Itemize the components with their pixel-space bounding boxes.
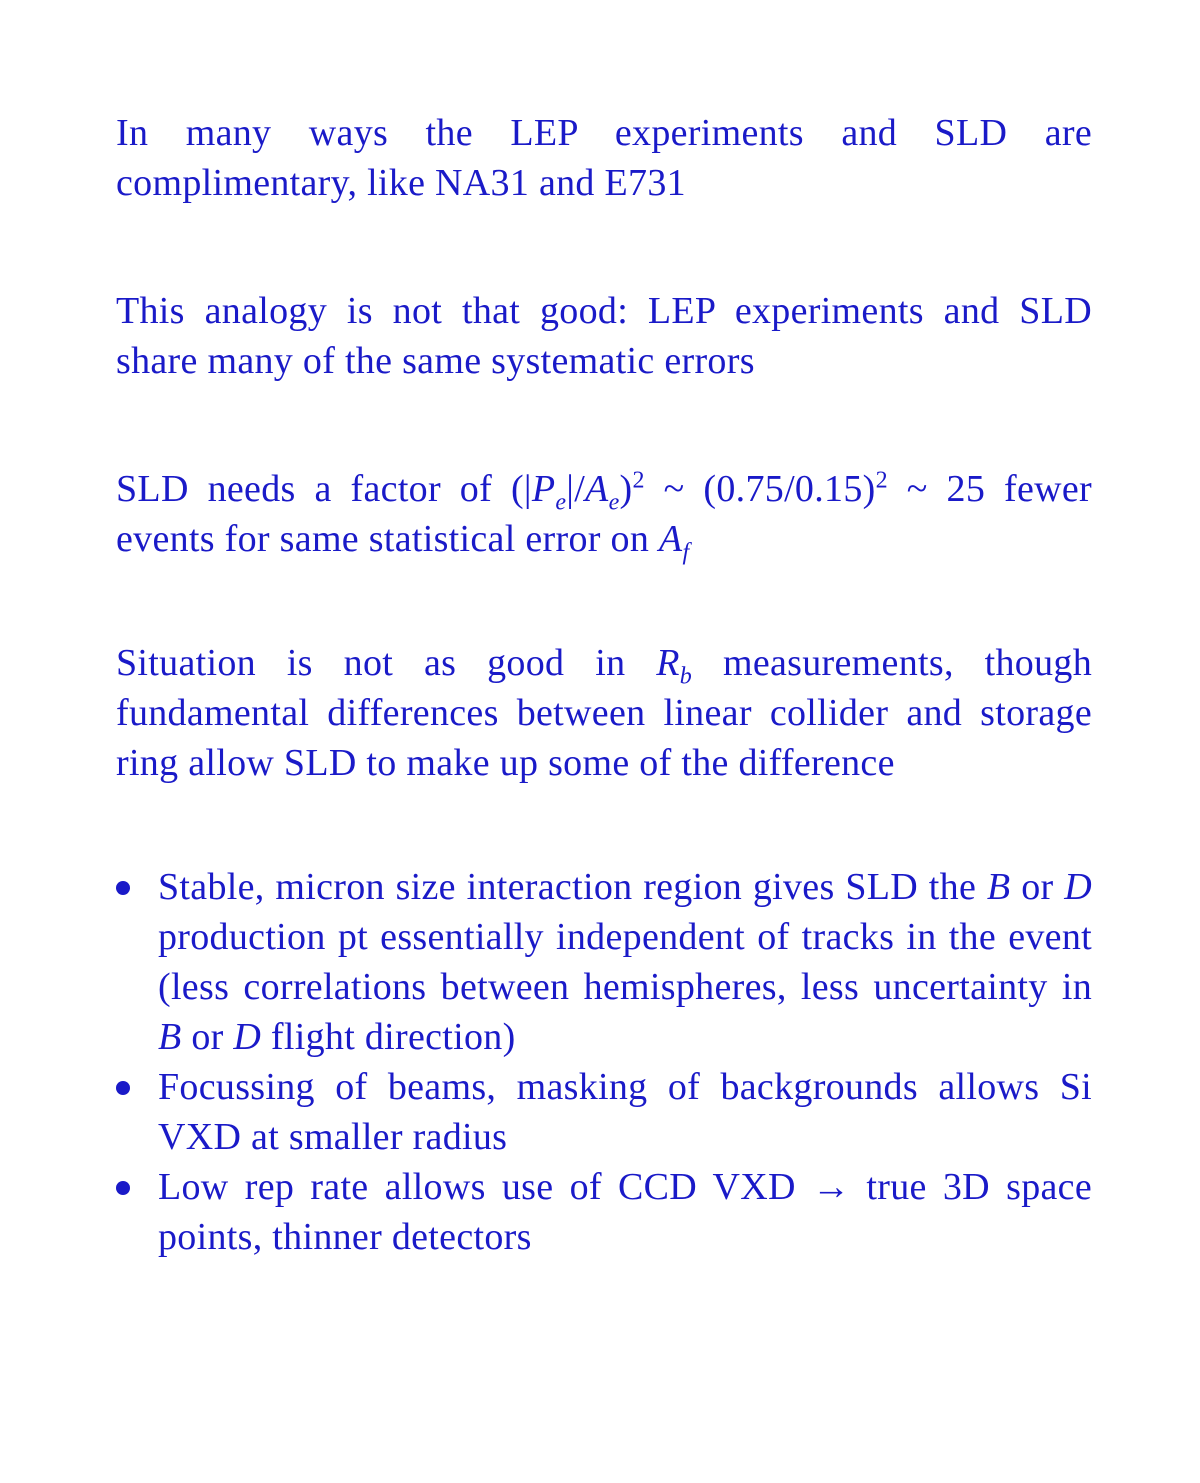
- math-d: D: [1064, 866, 1092, 908]
- text: Low rep rate allows use of CCD VXD → true 3D space points, thinner detectors: [158, 1166, 1092, 1258]
- text: production pt essentially independent of tracks in the event (less correlations between hemispheres, less uncertainty in: [158, 916, 1092, 1008]
- math-sup-2: 2: [875, 467, 888, 494]
- list-item: [116, 862, 1092, 1062]
- bullet-icon: [116, 1181, 130, 1195]
- text: flight direction): [261, 1016, 516, 1058]
- paragraph-lep-sld-complimentary: In many ways the LEP experiments and SLD are complimentary, like NA31 and E731: [116, 112, 1092, 204]
- math-sub-b: b: [679, 663, 693, 690]
- text: Stable, micron size interaction region gives SLD the: [158, 866, 987, 908]
- math-sub-f: f: [682, 539, 690, 566]
- text: or: [1010, 866, 1065, 908]
- text: ~ 25 fewer events for same statistical error on: [116, 468, 1093, 560]
- advantages-list: [116, 862, 1092, 1262]
- math-b: B: [986, 866, 1011, 908]
- math-d: D: [233, 1016, 262, 1058]
- math-sub-e: e: [555, 489, 567, 516]
- text: SLD needs a factor of (|: [116, 468, 532, 510]
- list-item: [116, 1062, 1092, 1162]
- text: ): [619, 468, 633, 510]
- bullet-icon: [116, 881, 130, 895]
- list-item: [116, 1162, 1092, 1262]
- math-a: A: [658, 518, 683, 560]
- math-a: A: [585, 468, 609, 510]
- text: Focussing of beams, masking of backgrounds allows Si VXD at smaller radius: [158, 1066, 1092, 1158]
- math-p: P: [531, 468, 556, 510]
- text: or: [181, 1016, 234, 1058]
- paragraph-analogy-systematics: This analogy is not that good: LEP experiments and SLD share many of the same systematic errors: [116, 290, 1092, 382]
- text: measurements, though fundamental differences between linear collider and storage ring allow SLD to make up some of the difference: [116, 642, 1092, 784]
- text: |/: [566, 468, 586, 510]
- text: ~ (0.75/0.15): [644, 468, 876, 510]
- math-b: B: [158, 1016, 182, 1058]
- math-sup-2: 2: [632, 467, 645, 494]
- paragraph-polarization-factor: [116, 464, 1092, 564]
- math-r: R: [656, 642, 680, 684]
- bullet-icon: [116, 1081, 130, 1095]
- text: Situation is not as good in: [116, 642, 657, 684]
- math-sub-e: e: [608, 489, 620, 516]
- paragraph-rb-situation: [116, 638, 1092, 788]
